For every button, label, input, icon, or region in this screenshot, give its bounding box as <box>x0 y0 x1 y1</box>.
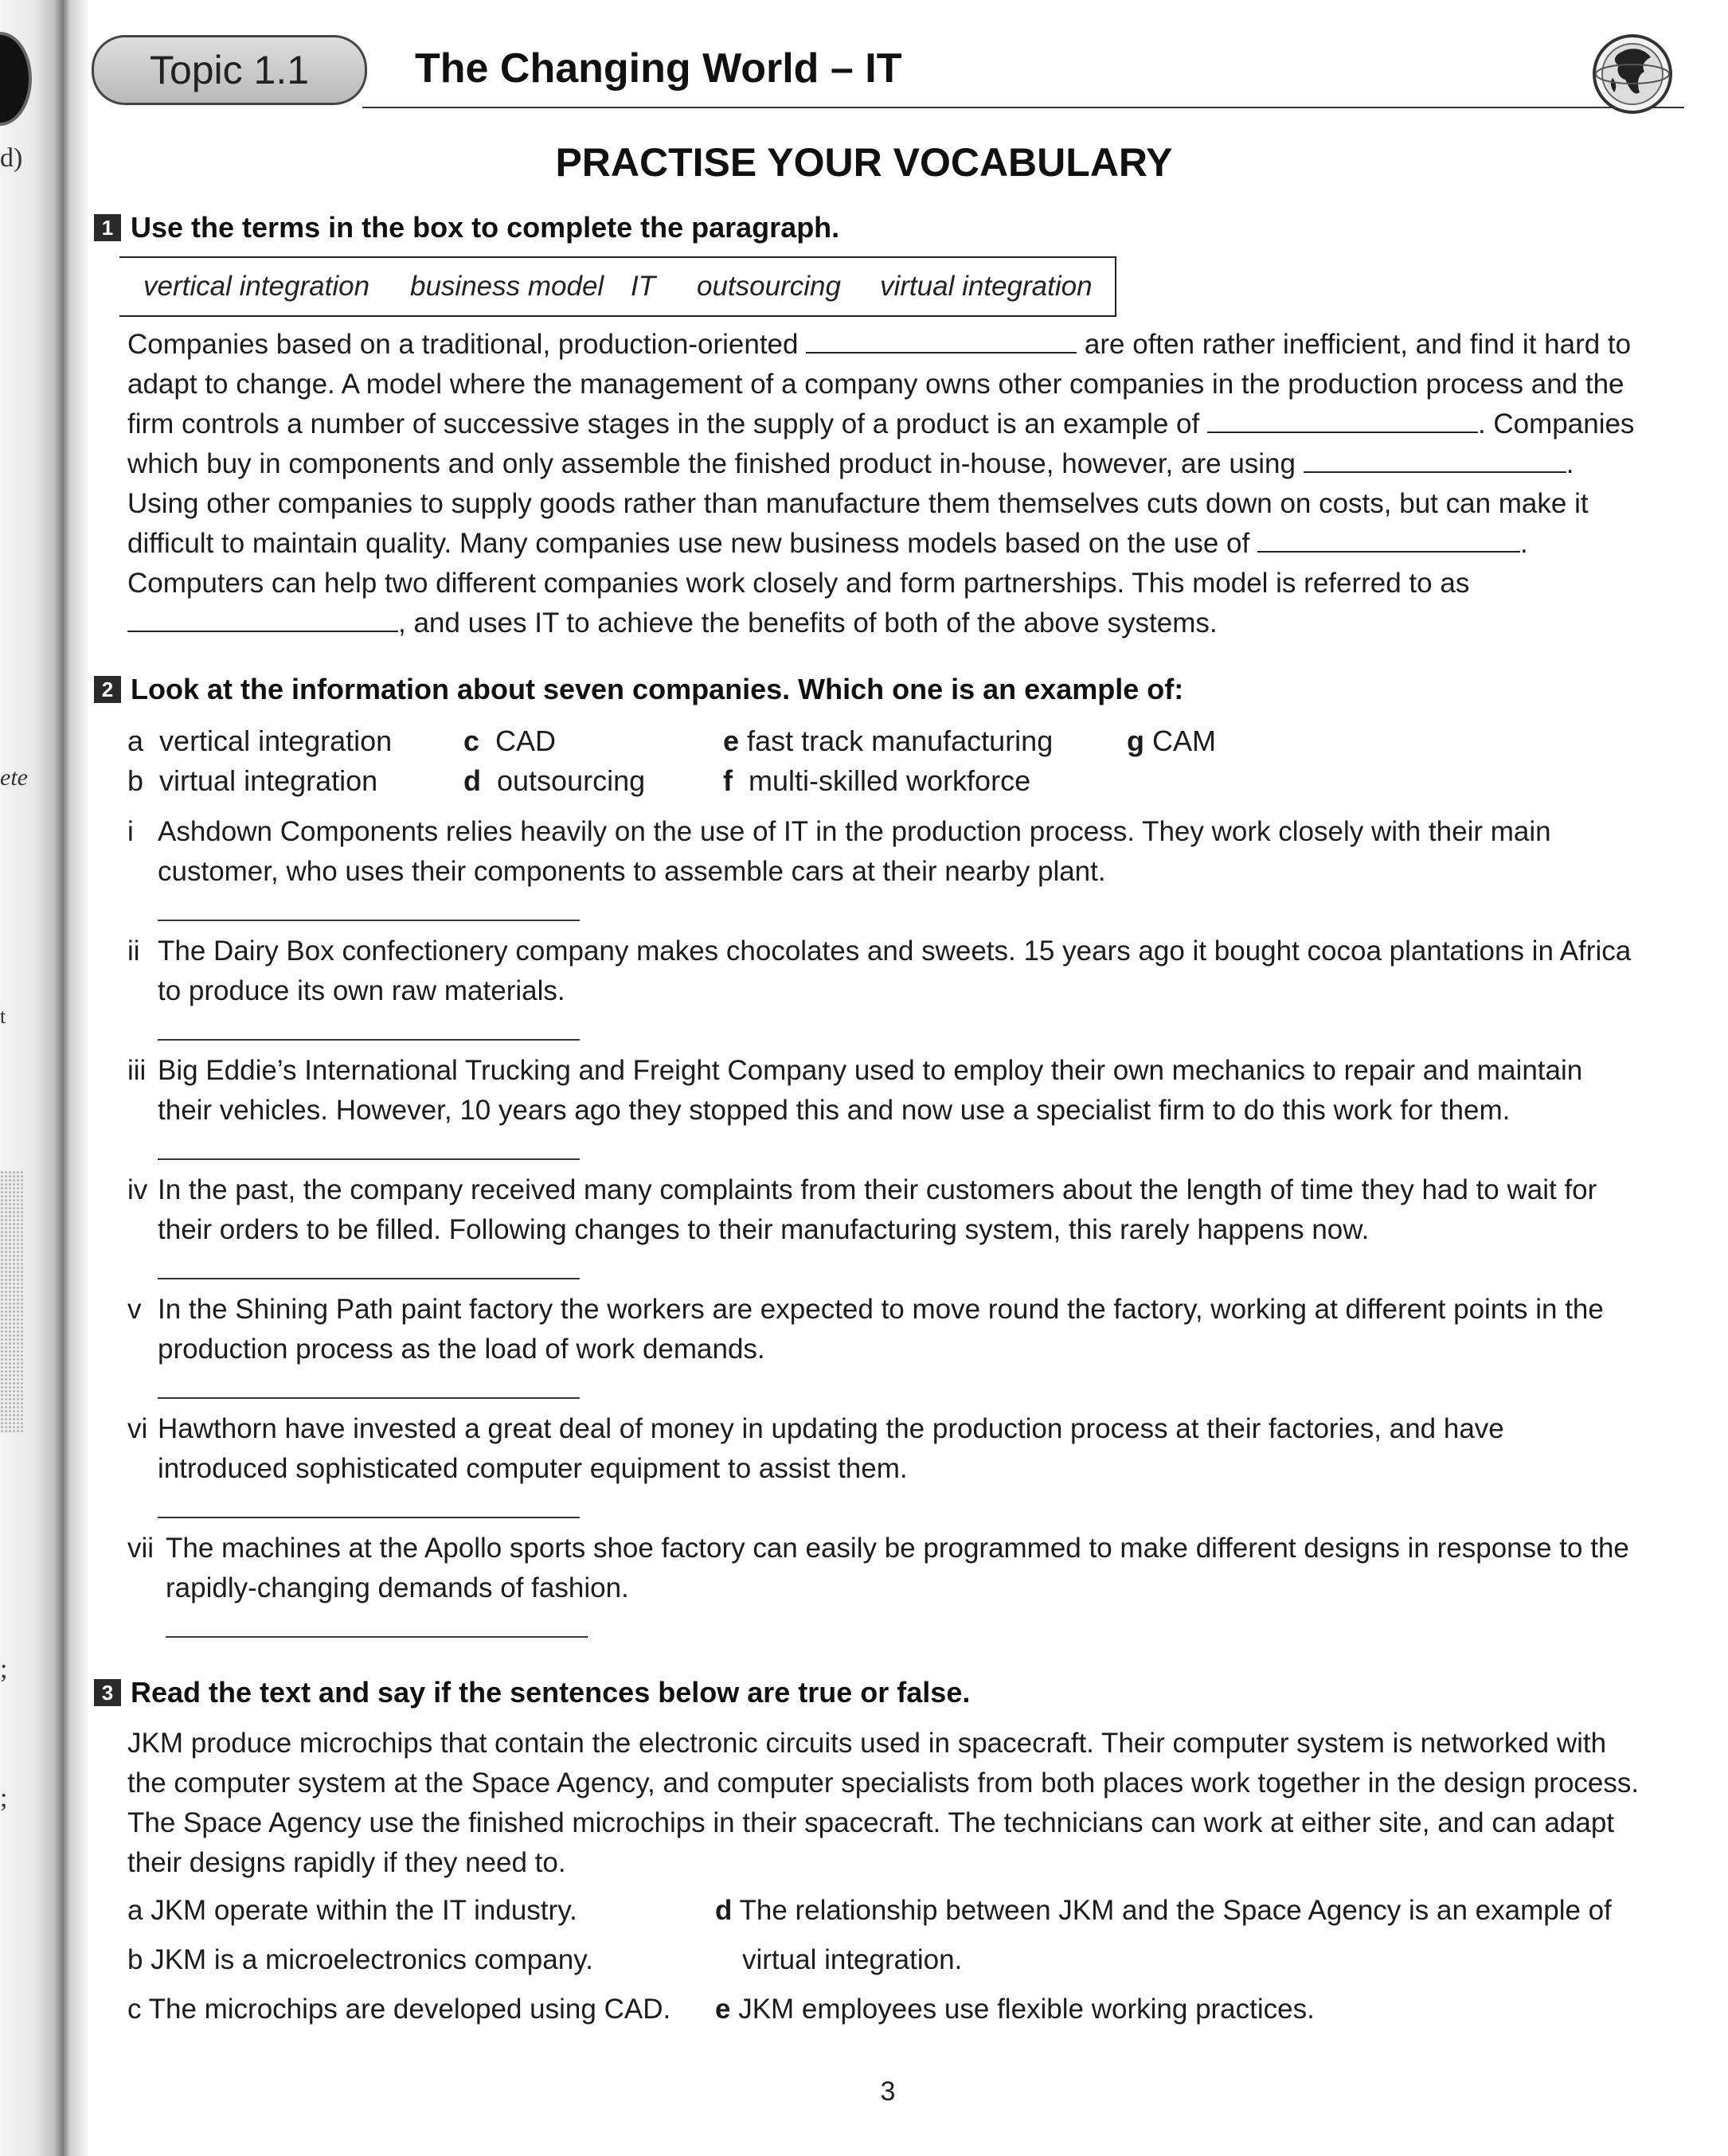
paragraph-line: Using other companies to supply goods rather than manufacture them themselves cuts down on costs, but can make it <box>127 488 1589 519</box>
answer-line[interactable] <box>166 1636 588 1638</box>
instruction-text: Look at the information about seven companies. Which one is an example of: <box>131 673 1184 705</box>
margin-fragment: ; <box>0 1783 8 1813</box>
answer-blank[interactable] <box>127 607 398 632</box>
statement-item: b JKM is a microelectronics company. <box>127 1944 593 1975</box>
margin-fragment: ; <box>0 1654 8 1684</box>
answer-line[interactable] <box>158 1278 580 1279</box>
statement-item: c The microchips are developed using CAD. <box>127 1994 671 2025</box>
answer-line[interactable] <box>158 1039 580 1041</box>
exercise-number: 2 <box>94 676 121 703</box>
option-item: c CAD <box>463 725 557 757</box>
book-binding-shadow <box>0 0 88 2156</box>
answer-blank[interactable] <box>806 328 1077 353</box>
exercise-1-instruction <box>94 211 839 244</box>
option-item: b virtual integration <box>127 764 378 797</box>
instruction-text: Use the terms in the box to complete the paragraph. <box>131 211 840 244</box>
answer-line[interactable] <box>158 1517 580 1518</box>
paragraph-line: Companies based on a traditional, production-oriented are often rather inefficient, and find it hard to <box>127 329 1632 360</box>
term-item: vertical integration <box>143 271 370 302</box>
answer-blank[interactable] <box>1257 527 1520 553</box>
paragraph-line: , and uses IT to achieve the benefits of both of the above systems. <box>127 603 1218 643</box>
option-item: d outsourcing <box>463 764 646 797</box>
term-item: outsourcing <box>697 271 841 302</box>
text-line: JKM produce microchips that contain the electronic circuits used in spacecraft. Their computer system is networked with <box>127 1728 1607 1759</box>
text-line: their designs rapidly if they need to. <box>127 1847 566 1878</box>
term-item: virtual integration <box>880 271 1093 302</box>
option-item: a vertical integration <box>127 725 393 757</box>
statement-item: a JKM operate within the IT industry. <box>127 1895 577 1926</box>
header-title: The Changing World – IT <box>415 45 902 92</box>
globe-icon <box>1589 30 1676 118</box>
answer-line[interactable] <box>158 1397 580 1399</box>
answer-blank[interactable] <box>1207 408 1478 433</box>
text-line: the computer system at the Space Agency, and computer specialists from both places work together in the design process. <box>127 1767 1640 1799</box>
page-number: 3 <box>880 2076 896 2107</box>
answer-blank[interactable] <box>1304 447 1566 473</box>
statement-item: e JKM employees use flexible working practices. <box>715 1994 1315 2025</box>
exercise-number: 3 <box>94 1679 121 1706</box>
term-item: business model <box>410 271 604 302</box>
adjacent-page-screen-strip <box>0 1170 24 1433</box>
terms-box <box>119 256 1116 317</box>
paragraph-line: which buy in components and only assemble the finished product in-house, however, are using . <box>127 448 1574 479</box>
page-heading: PRACTISE YOUR VOCABULARY <box>555 140 1173 185</box>
page-header <box>92 30 1680 110</box>
option-item: f multi-skilled workforce <box>723 764 1031 797</box>
header-rule <box>362 107 1684 108</box>
exercise-3-instruction <box>94 1676 970 1709</box>
instruction-text: Read the text and say if the sentences below are true or false. <box>131 1676 971 1709</box>
paragraph-line: difficult to maintain quality. Many companies use new business models based on the use of . <box>127 528 1528 559</box>
statement-continuation: virtual integration. <box>742 1944 963 1975</box>
option-item: g CAM <box>1127 725 1217 757</box>
margin-fragment: ete <box>0 764 28 791</box>
margin-fragment: d) <box>0 143 23 173</box>
exercise-2-instruction <box>94 673 1183 706</box>
exercise-number: 1 <box>94 214 121 241</box>
answer-line[interactable] <box>158 920 580 921</box>
topic-label: Topic 1.1 <box>92 35 367 105</box>
exercise-1-paragraph <box>127 325 1688 651</box>
margin-fragment: t <box>0 1005 6 1028</box>
statement-item: d The relationship between JKM and the Space Agency is an example of <box>715 1895 1612 1926</box>
option-item: e fast track manufacturing <box>723 725 1054 757</box>
paragraph-line: Computers can help two different companies work closely and form partnerships. This model is referred to as <box>127 568 1470 599</box>
text-line: The Space Agency use the finished microchips in their spacecraft. The technicians can work at either site, and can adapt <box>127 1807 1615 1838</box>
answer-line[interactable] <box>158 1158 580 1160</box>
paragraph-line: firm controls a number of successive stages in the supply of a product is an example of . Companies <box>127 408 1635 439</box>
exercise-3-text <box>127 1724 1688 1883</box>
term-item: IT <box>631 271 656 302</box>
paragraph-line: adapt to change. A model where the management of a company owns other companies in the production process and the <box>127 369 1624 400</box>
